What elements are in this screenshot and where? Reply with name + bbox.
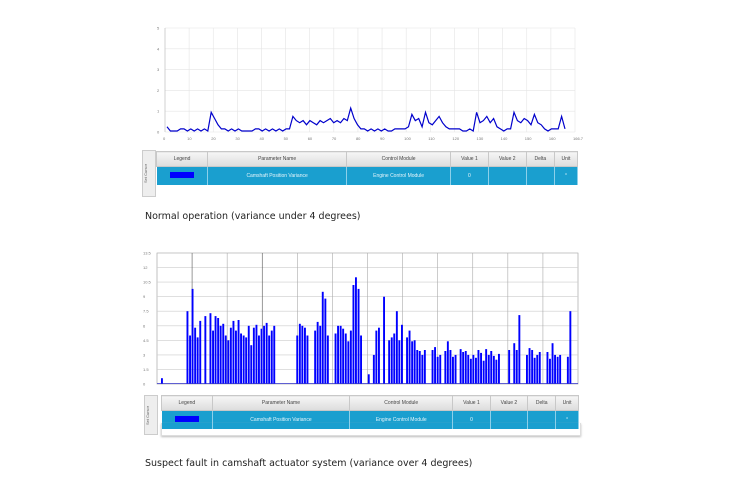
data-bar <box>253 328 255 384</box>
data-bar <box>212 331 214 384</box>
control-module: Engine Control Module <box>350 411 453 430</box>
data-bar <box>215 316 217 384</box>
data-bar <box>559 355 561 384</box>
data-bar <box>227 340 229 384</box>
x-tick-label: 130 <box>476 136 484 141</box>
y-tick-label: 7.5 <box>143 308 149 314</box>
data-bar <box>409 331 411 384</box>
x-tick-label: 140 <box>500 136 508 141</box>
data-bar <box>450 350 452 384</box>
caption-normal: Normal operation (variance under 4 degrees) <box>145 211 361 222</box>
data-bar <box>483 361 485 384</box>
data-bar <box>416 350 418 384</box>
x-tick-label: 20 <box>211 136 216 141</box>
data-bar <box>444 351 446 384</box>
data-bar <box>406 337 408 384</box>
data-bar <box>197 337 199 384</box>
data-bar <box>378 328 380 384</box>
value-1: 0 <box>451 167 489 186</box>
data-bar <box>368 374 370 384</box>
data-bar <box>557 357 559 384</box>
data-bar <box>204 316 206 384</box>
data-bar <box>531 350 533 384</box>
data-bar <box>437 357 439 384</box>
data-bar <box>447 341 449 384</box>
chart-suspect-fault <box>140 250 590 390</box>
data-bar <box>488 355 490 384</box>
data-bar <box>319 326 321 384</box>
caption-suspect-fault: Suspect fault in camshaft actuator system (variance over 4 degrees) <box>145 458 473 469</box>
data-bar <box>383 297 385 384</box>
data-bar <box>526 355 528 384</box>
column-header[interactable]: Legend <box>157 152 208 167</box>
data-bar <box>495 360 497 384</box>
data-bar <box>299 324 301 384</box>
x-tick-label: 166.7 <box>573 136 584 141</box>
value-1: 0 <box>453 411 490 430</box>
data-bar <box>455 355 457 384</box>
data-bar <box>518 315 520 384</box>
data-bar <box>490 351 492 384</box>
data-bar <box>498 354 500 384</box>
x-tick-label: 10 <box>187 136 192 141</box>
data-bar <box>539 352 541 384</box>
data-bar <box>248 326 250 384</box>
data-bar <box>238 320 240 384</box>
data-bar <box>263 326 265 384</box>
x-tick-label: 150 <box>524 136 532 141</box>
x-tick-label: 0 <box>163 136 166 141</box>
data-bar <box>347 341 349 384</box>
data-bar <box>217 318 219 384</box>
data-bar <box>233 321 235 384</box>
data-bar <box>569 311 571 384</box>
column-header[interactable]: Parameter Name <box>208 152 347 167</box>
data-bar <box>373 355 375 384</box>
y-tick-label: 10.5 <box>143 279 151 285</box>
y-tick-label: 1.5 <box>143 366 149 372</box>
data-bar <box>452 357 454 384</box>
data-bar <box>317 322 319 384</box>
data-bar <box>337 326 339 384</box>
data-bar <box>421 355 423 384</box>
data-bar <box>358 289 360 384</box>
data-bar <box>194 328 196 384</box>
y-tick-label: 3 <box>143 352 146 358</box>
data-bar <box>393 334 395 385</box>
table-row[interactable] <box>157 167 578 186</box>
y-tick-label: 1 <box>157 108 160 114</box>
data-bar <box>516 350 518 384</box>
data-bar <box>258 336 260 385</box>
delta <box>526 167 554 186</box>
data-bar <box>355 277 357 384</box>
data-bar <box>434 347 436 384</box>
column-header[interactable]: Legend <box>162 396 213 411</box>
data-bar <box>414 340 416 384</box>
parameter-name: Camshaft Position Variance <box>212 411 350 430</box>
y-tick-label: 0 <box>143 381 146 387</box>
data-bar <box>513 343 515 384</box>
data-bar <box>327 336 329 385</box>
data-bar <box>220 326 222 384</box>
y-tick-label: 13.5 <box>143 250 151 256</box>
data-bar <box>493 356 495 384</box>
data-bar <box>230 328 232 384</box>
data-bar <box>375 331 377 384</box>
data-bar <box>424 350 426 384</box>
data-bar <box>345 334 347 385</box>
data-bar <box>554 355 556 384</box>
data-bar <box>529 348 531 384</box>
data-bar <box>210 313 212 384</box>
data-bar <box>250 345 252 384</box>
data-bar <box>478 350 480 384</box>
data-bar <box>472 355 474 384</box>
data-bar <box>547 352 549 384</box>
x-tick-label: 160 <box>548 136 556 141</box>
x-tick-label: 60 <box>307 136 313 141</box>
data-bar <box>388 340 390 384</box>
column-header[interactable]: Unit <box>555 152 578 167</box>
data-bar <box>439 355 441 384</box>
column-header[interactable]: Value 2 <box>488 152 526 167</box>
data-bar <box>322 292 324 384</box>
data-bar <box>360 336 362 385</box>
data-bar <box>411 341 413 384</box>
legend-swatch <box>175 416 199 422</box>
y-tick-label: 2 <box>157 87 160 93</box>
column-header[interactable]: Value 1 <box>451 152 489 167</box>
y-tick-label: 12 <box>143 265 148 271</box>
data-bar <box>301 326 303 384</box>
unit: ° <box>555 167 578 186</box>
column-header[interactable]: Delta <box>526 152 554 167</box>
x-tick-label: 90 <box>380 136 385 141</box>
data-bar <box>192 289 194 384</box>
parameter-name: Camshaft Position Variance <box>208 167 347 186</box>
data-bar <box>467 355 469 384</box>
series-line <box>167 108 565 131</box>
unit: ° <box>556 411 579 430</box>
legend-swatch <box>170 172 194 178</box>
data-bar <box>307 336 309 385</box>
set-cursor-tab[interactable]: Set Cursor <box>142 150 156 197</box>
data-bar <box>398 340 400 384</box>
column-header[interactable]: Unit <box>556 396 579 411</box>
data-bar <box>465 351 467 384</box>
y-tick-label: 0 <box>157 129 160 135</box>
x-tick-label: 120 <box>452 136 460 141</box>
parameter-table <box>156 151 578 185</box>
x-tick-label: 80 <box>355 136 361 141</box>
data-bar <box>432 350 434 384</box>
data-bar <box>391 337 393 384</box>
table-empty-area <box>161 423 581 436</box>
data-bar <box>350 331 352 384</box>
data-bar <box>273 326 275 384</box>
data-bar <box>342 329 344 384</box>
data-bar <box>552 343 554 384</box>
column-header[interactable]: Parameter Name <box>212 396 350 411</box>
column-header[interactable]: Control Module <box>350 396 453 411</box>
data-bar <box>268 336 270 385</box>
x-tick-label: 50 <box>283 136 289 141</box>
data-bar <box>304 328 306 384</box>
y-tick-label: 6 <box>143 323 146 329</box>
y-tick-label: 4.5 <box>143 337 149 343</box>
column-header[interactable]: Control Module <box>347 152 451 167</box>
y-tick-label: 5 <box>157 25 160 31</box>
data-bar <box>199 321 201 384</box>
column-header[interactable]: Delta <box>528 396 556 411</box>
data-bar <box>536 355 538 384</box>
data-bar <box>189 336 191 385</box>
data-bar <box>508 350 510 384</box>
set-cursor-tab[interactable]: Set Cursor <box>144 395 158 435</box>
control-module: Engine Control Module <box>347 167 451 186</box>
column-header[interactable]: Value 1 <box>453 396 490 411</box>
data-bar <box>222 324 224 384</box>
data-bar <box>261 329 263 384</box>
x-tick-label: 100 <box>404 136 411 141</box>
data-bar <box>271 331 273 384</box>
x-tick-label: 30 <box>235 136 240 141</box>
y-tick-label: 3 <box>157 67 160 73</box>
data-bar <box>475 358 477 384</box>
data-bar <box>353 285 355 384</box>
data-bar <box>462 352 464 384</box>
value-2 <box>488 167 526 186</box>
data-bar <box>396 311 398 384</box>
data-bar <box>266 323 268 384</box>
data-bar <box>340 326 342 384</box>
data-bar <box>401 325 403 384</box>
data-bar <box>187 311 189 384</box>
data-bar <box>480 353 482 384</box>
data-bar <box>549 359 551 384</box>
data-bar <box>235 331 237 384</box>
data-bar <box>485 349 487 384</box>
data-bar <box>225 336 227 385</box>
data-bar <box>243 336 245 385</box>
data-bar <box>460 349 462 384</box>
data-bar <box>470 359 472 384</box>
data-bar <box>240 334 242 385</box>
x-tick-label: 40 <box>259 136 264 141</box>
column-header[interactable]: Value 2 <box>490 396 527 411</box>
data-bar <box>245 337 247 384</box>
x-tick-label: 70 <box>331 136 337 141</box>
x-tick-label: 110 <box>428 136 435 141</box>
data-bar <box>419 351 421 384</box>
data-bar <box>335 334 337 385</box>
data-bar <box>567 357 569 384</box>
data-bar <box>314 331 316 384</box>
data-bar <box>296 336 298 385</box>
data-bar <box>256 325 258 384</box>
y-tick-label: 9 <box>143 294 146 300</box>
y-tick-label: 4 <box>157 46 160 52</box>
data-bar <box>534 358 536 384</box>
data-bar <box>324 299 326 384</box>
